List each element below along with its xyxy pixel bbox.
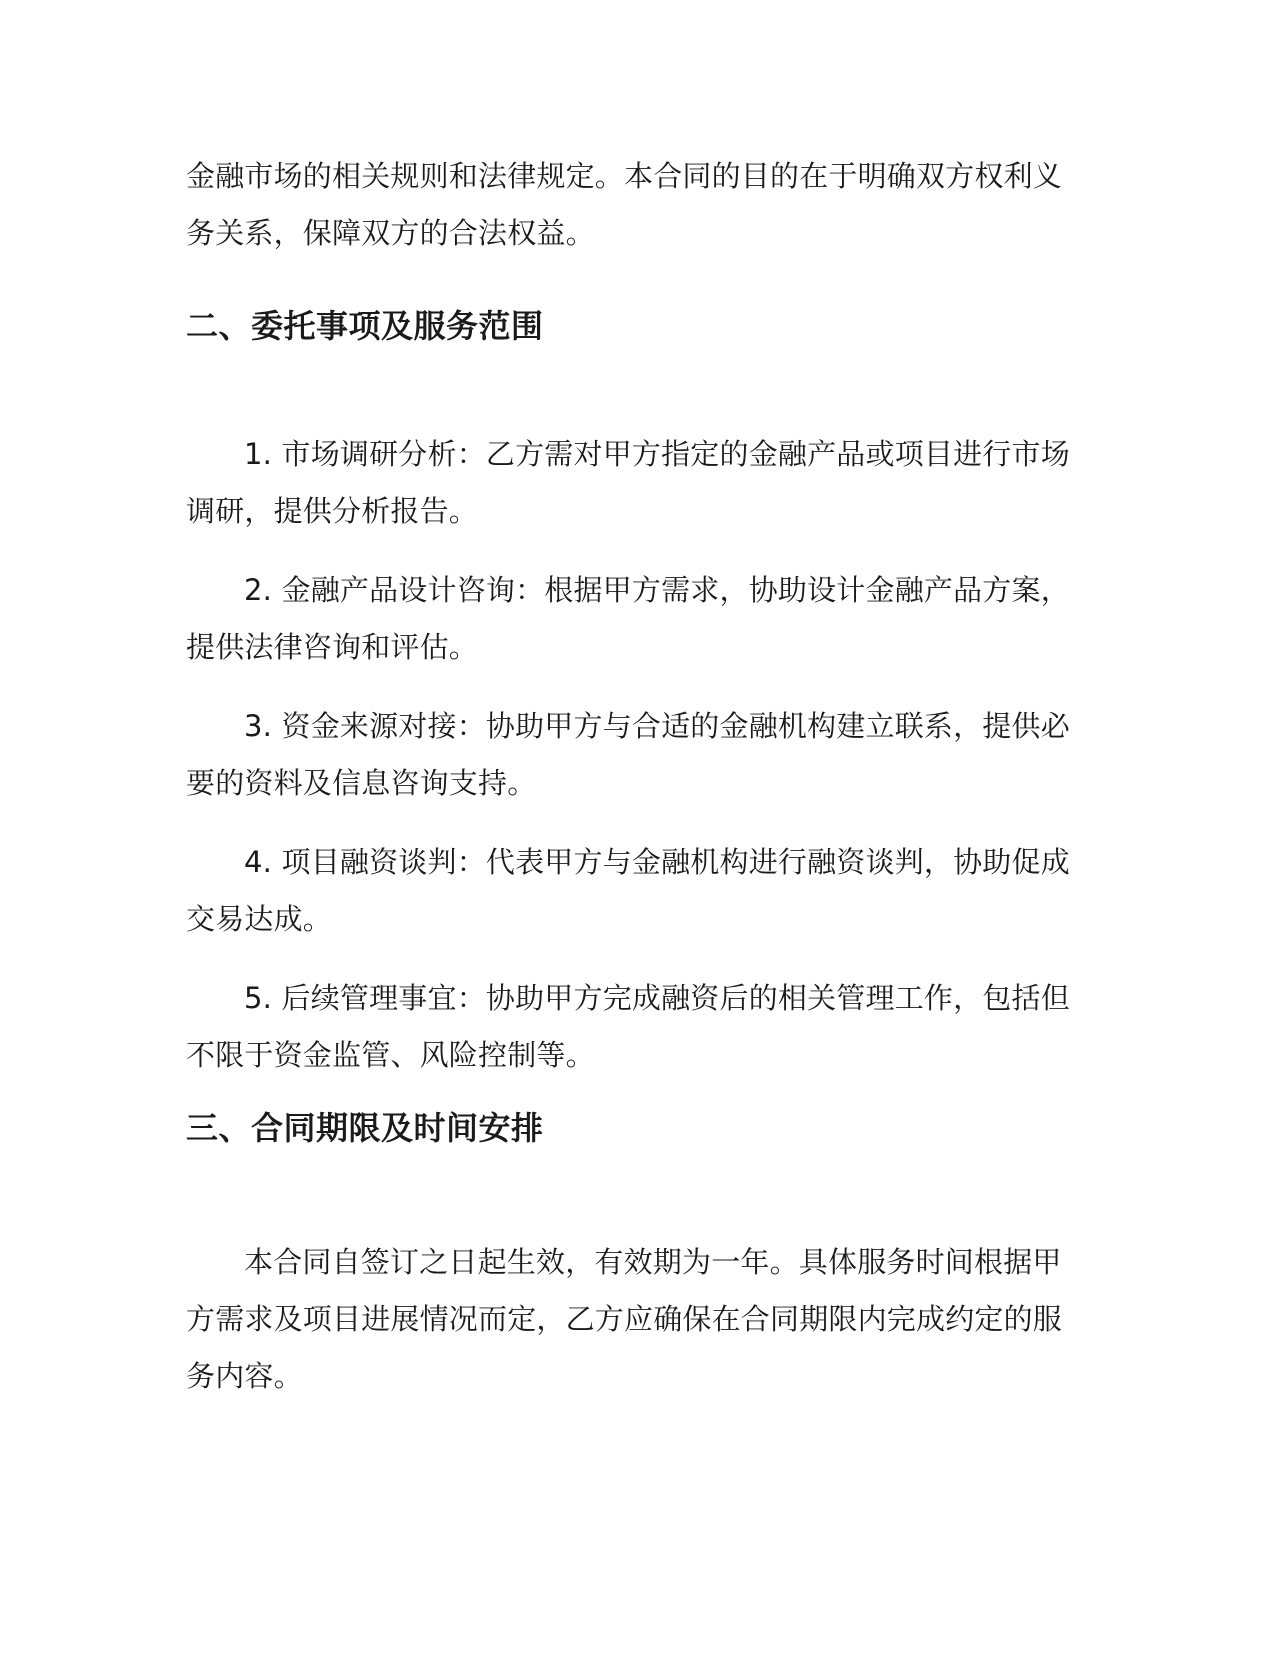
- list-item: [186, 970, 1086, 1084]
- list-item-number: 4.: [244, 845, 273, 879]
- list-item: [186, 698, 1086, 812]
- list-item: [186, 834, 1086, 948]
- list-item: [186, 426, 1086, 540]
- section-2-heading: 二、委托事项及服务范围: [186, 307, 544, 345]
- section-3-heading: 三、合同期限及时间安排: [186, 1109, 544, 1147]
- list-item-number: 5.: [244, 981, 273, 1015]
- list-item-number: 1.: [244, 437, 273, 471]
- list-item: [186, 562, 1086, 676]
- list-item-text: 项目融资谈判：代表甲方与金融机构进行融资谈判，协助促成交易达成。: [186, 845, 1070, 936]
- service-scope-list: [186, 426, 1086, 1084]
- intro-paragraph: 金融市场的相关规则和法律规定。本合同的目的在于明确双方权利义务关系，保障双方的合法权益。: [186, 159, 1063, 250]
- list-item-text: 市场调研分析：乙方需对甲方指定的金融产品或项目进行市场调研，提供分析报告。: [186, 437, 1070, 528]
- list-item-number: 2.: [244, 573, 273, 607]
- list-item-text: 资金来源对接：协助甲方与合适的金融机构建立联系，提供必要的资料及信息咨询支持。: [186, 709, 1070, 800]
- list-item-text: 后续管理事宜：协助甲方完成融资后的相关管理工作，包括但不限于资金监管、风险控制等。: [186, 981, 1070, 1072]
- document-body: [186, 148, 1086, 1405]
- contract-term-paragraph: 本合同自签订之日起生效，有效期为一年。具体服务时间根据甲方需求及项目进展情况而定，乙方应确保在合同期限内完成约定的服务内容。: [186, 1245, 1063, 1393]
- list-item-text: 金融产品设计咨询：根据甲方需求，协助设计金融产品方案，提供法律咨询和评估。: [186, 573, 1070, 664]
- list-item-number: 3.: [244, 709, 273, 743]
